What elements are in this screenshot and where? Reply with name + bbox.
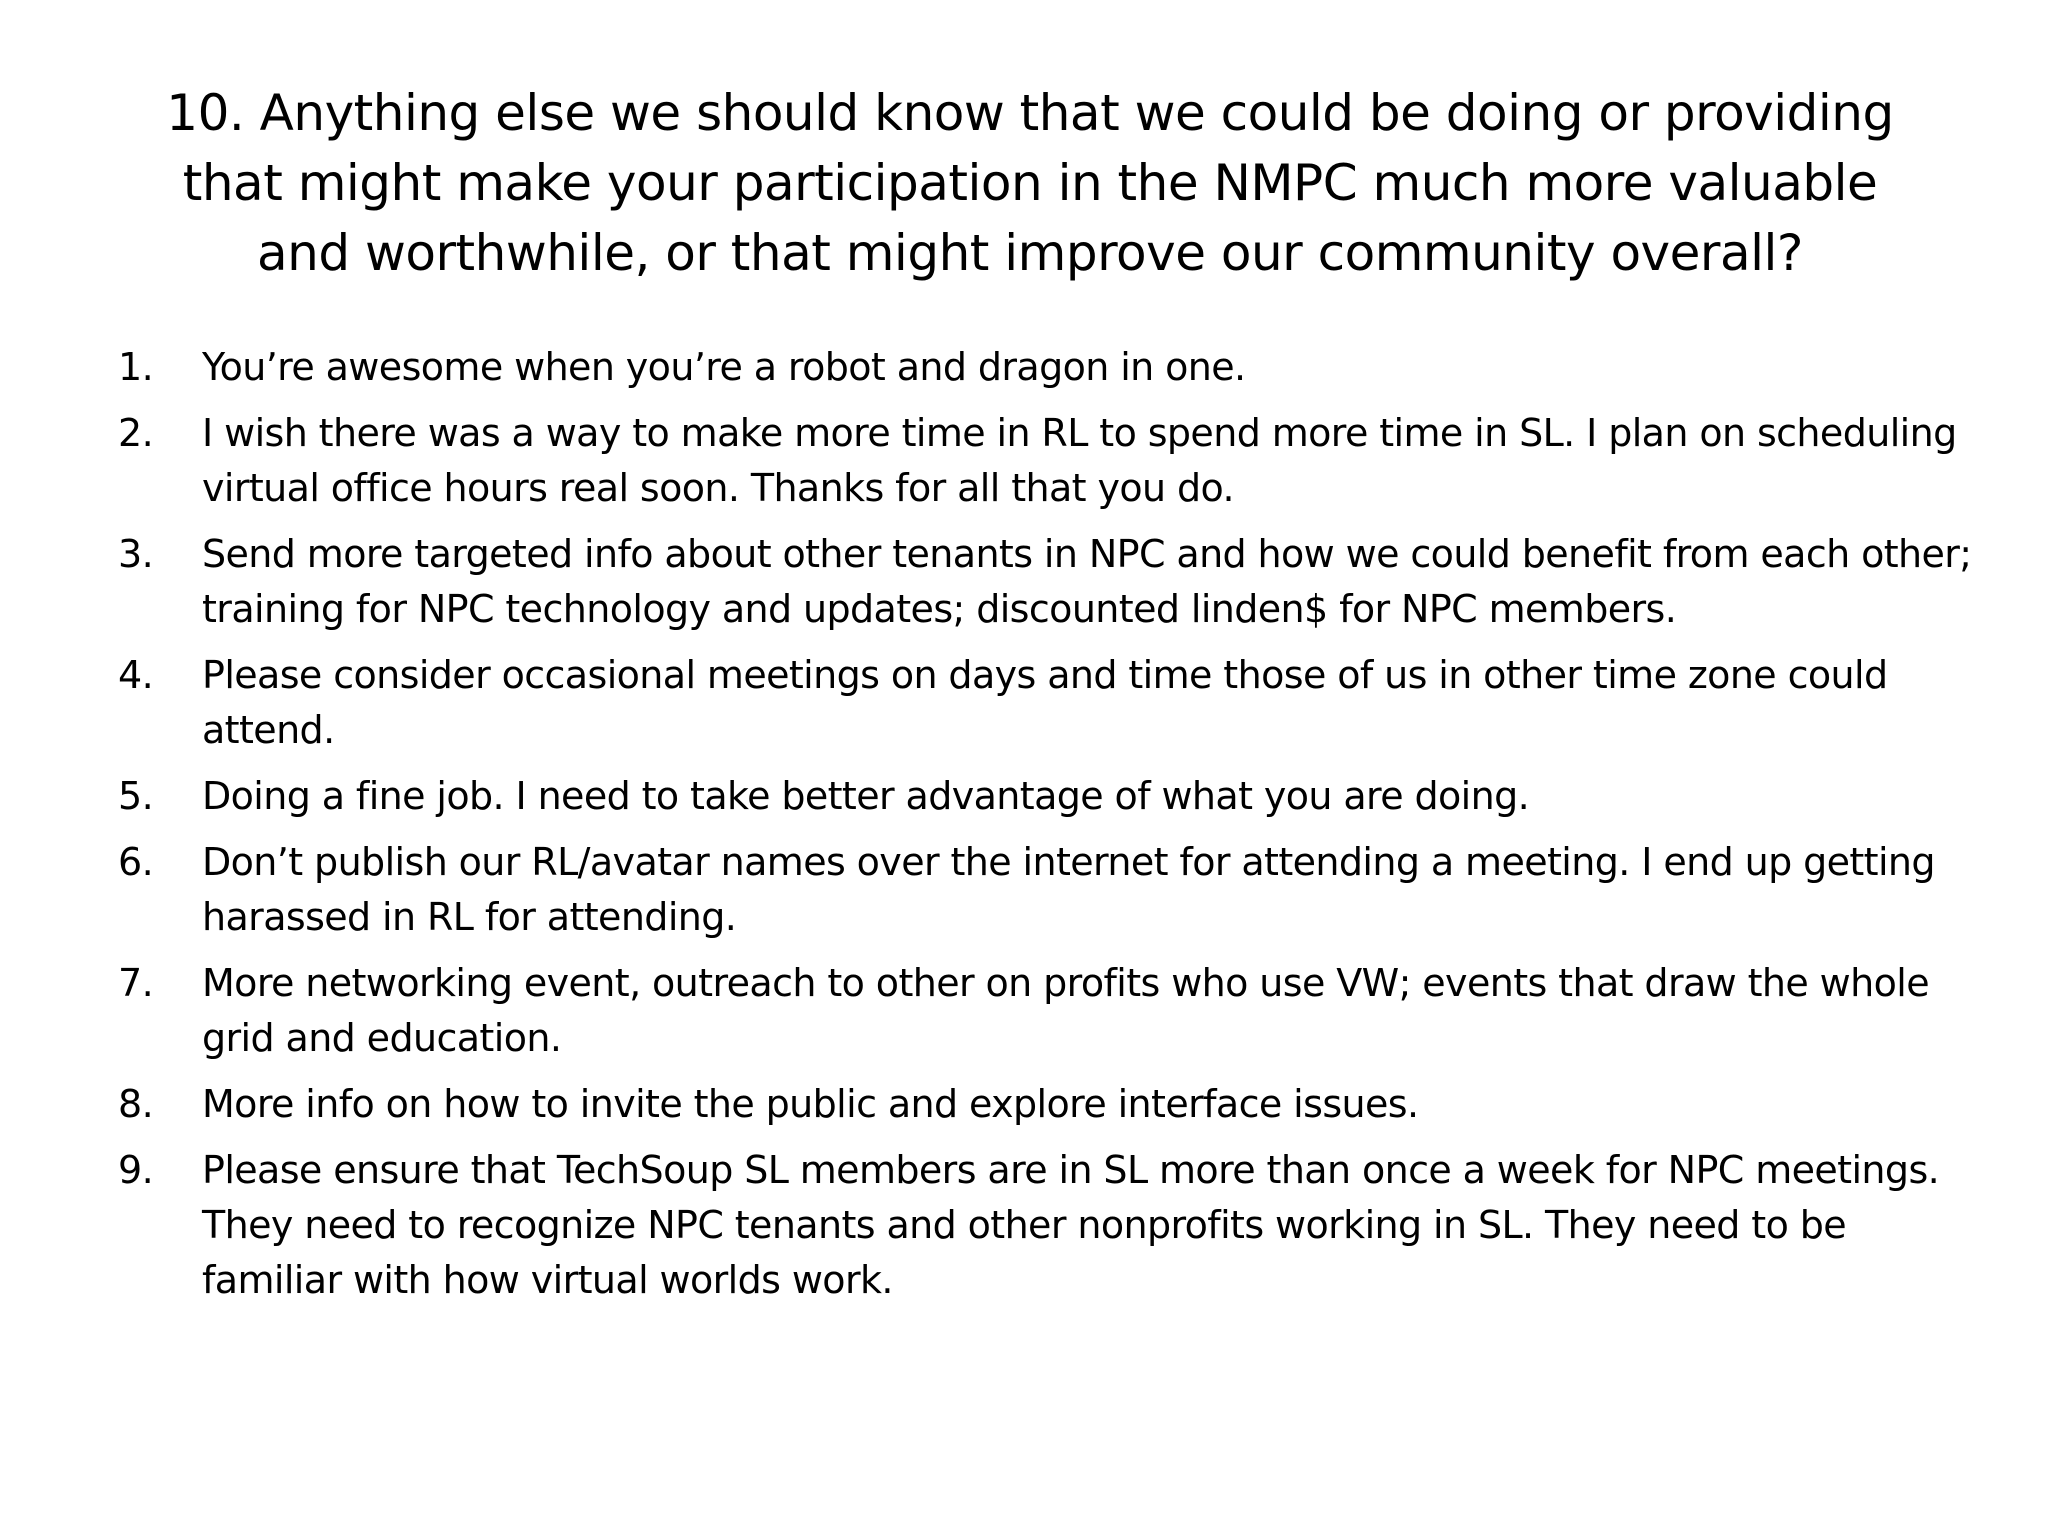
- list-item: [118, 527, 1978, 637]
- list-item: [118, 648, 1978, 758]
- item-number: 2.: [118, 411, 154, 455]
- item-text: Doing a fine job. I need to take better advantage of what you are doing.: [202, 774, 1530, 818]
- item-number: 3.: [118, 532, 154, 576]
- item-number: 8.: [118, 1082, 154, 1126]
- item-text: Please ensure that TechSoup SL members are in SL more than once a week for NPC meetings. They need to recognize NPC tenants and other nonprofits working in SL. They need to be familiar with how virtual worlds work.: [202, 1148, 1940, 1302]
- item-text: More info on how to invite the public and explore interface issues.: [202, 1082, 1419, 1126]
- item-number: 4.: [118, 653, 154, 697]
- item-text: I wish there was a way to make more time in RL to spend more time in SL. I plan on scheduling virtual office hours real soon. Thanks for all that you do.: [202, 411, 1957, 510]
- item-text: More networking event, outreach to other on profits who use VW; events that draw the whole grid and education.: [202, 961, 1930, 1060]
- list-item: [118, 769, 1978, 824]
- item-text: Don’t publish our RL/avatar names over the internet for attending a meeting. I end up getting harassed in RL for attending.: [202, 840, 1935, 939]
- slide-title: 10. Anything else we should know that we could be doing or providing that might make your participation in the NMPC much more valuable and worthwhile, or that might improve our community overall?: [166, 84, 1894, 282]
- item-text: Send more targeted info about other tenants in NPC and how we could benefit from each other; training for NPC technology and updates; discounted linden$ for NPC members.: [202, 532, 1972, 631]
- list-item: [118, 1143, 1978, 1308]
- item-number: 6.: [118, 840, 154, 884]
- list-item: [118, 340, 1978, 395]
- item-number: 7.: [118, 961, 154, 1005]
- item-number: 1.: [118, 345, 154, 389]
- response-list: [118, 340, 1978, 1319]
- item-text: Please consider occasional meetings on days and time those of us in other time zone could attend.: [202, 653, 1888, 752]
- item-number: 5.: [118, 774, 154, 818]
- item-number: 9.: [118, 1148, 154, 1192]
- list-item: [118, 835, 1978, 945]
- list-item: [118, 1077, 1978, 1132]
- list-item: [118, 406, 1978, 516]
- list-item: [118, 956, 1978, 1066]
- item-text: You’re awesome when you’re a robot and dragon in one.: [202, 345, 1246, 389]
